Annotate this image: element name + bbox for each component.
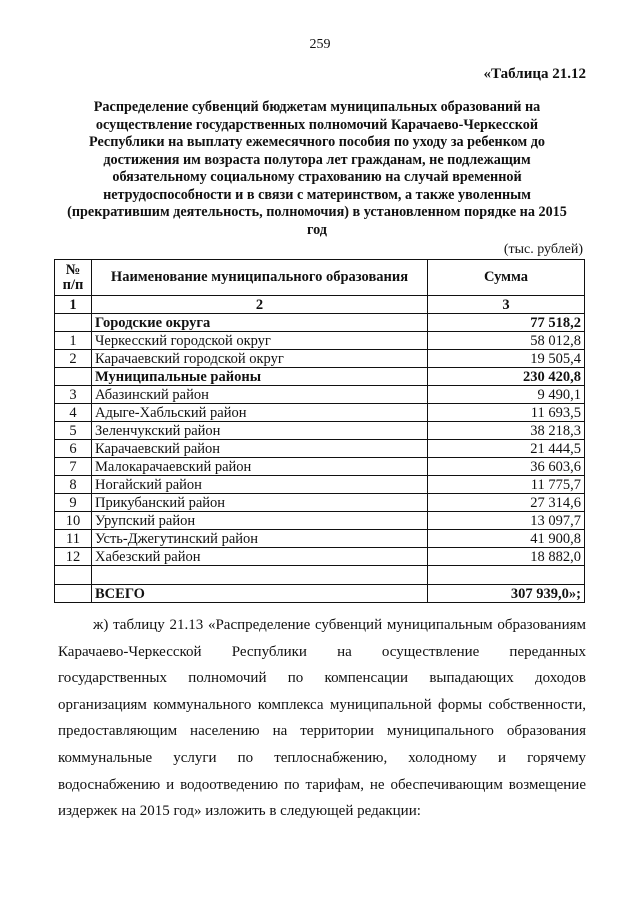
subventions-table [54, 259, 585, 603]
header-name: Наименование муниципального образования [92, 260, 428, 296]
row-amount: 41 900,8 [428, 530, 585, 548]
row-amount: 21 444,5 [428, 440, 585, 458]
table-row [55, 566, 585, 585]
row-name: Зеленчукский район [92, 422, 428, 440]
row-name: Адыге-Хабльский район [92, 404, 428, 422]
table-header-row [55, 260, 585, 296]
table-row [55, 530, 585, 548]
row-name: Муниципальные районы [92, 368, 428, 386]
row-amount: 230 420,8 [428, 368, 585, 386]
header-amount: Сумма [428, 260, 585, 296]
row-number: 6 [55, 440, 92, 458]
row-amount: 11 775,7 [428, 476, 585, 494]
table-row [55, 314, 585, 332]
row-name: Урупский район [92, 512, 428, 530]
table-reference: «Таблица 21.12 [483, 66, 586, 82]
table-row [55, 422, 585, 440]
table-row [55, 476, 585, 494]
row-number: 11 [55, 530, 92, 548]
row-name: Городские округа [92, 314, 428, 332]
row-name: Карачаевский городской округ [92, 350, 428, 368]
row-name [92, 566, 428, 585]
row-amount: 307 939,0»; [428, 585, 585, 603]
row-name: ВСЕГО [92, 585, 428, 603]
row-amount: 77 518,2 [428, 314, 585, 332]
row-name: Черкесский городской округ [92, 332, 428, 350]
table-row [55, 332, 585, 350]
row-number: 4 [55, 404, 92, 422]
column-index: 3 [428, 296, 585, 314]
row-name: Прикубанский район [92, 494, 428, 512]
row-amount: 19 505,4 [428, 350, 585, 368]
row-amount: 58 012,8 [428, 332, 585, 350]
row-number: 1 [55, 332, 92, 350]
row-name: Хабезский район [92, 548, 428, 566]
table-row [55, 494, 585, 512]
row-number [55, 368, 92, 386]
table-row [55, 368, 585, 386]
row-amount: 38 218,3 [428, 422, 585, 440]
row-number [55, 314, 92, 332]
row-amount: 11 693,5 [428, 404, 585, 422]
row-amount [428, 566, 585, 585]
row-amount: 36 603,6 [428, 458, 585, 476]
row-number [55, 585, 92, 603]
row-amount: 13 097,7 [428, 512, 585, 530]
row-number: 7 [55, 458, 92, 476]
row-number [55, 566, 92, 585]
table-row [55, 548, 585, 566]
table-row [55, 386, 585, 404]
row-number: 10 [55, 512, 92, 530]
column-index: 2 [92, 296, 428, 314]
table-row [55, 350, 585, 368]
row-name: Ногайский район [92, 476, 428, 494]
document-title: Распределение субвенций бюджетам муниципальных образований на осуществление государственных полномочий Карачаево-Черкесской Республики на выплату ежемесячного пособия по уходу за ребенком до достижения им возраста полутора лет гражданам, не подлежащим обязательному социальному страхованию на случай временной нетрудоспособности и в связи с материнством, а также уволенным (прекратившим деятельность, полномочия) в установленном порядке на 2015 год [67, 99, 567, 238]
row-name: Карачаевский район [92, 440, 428, 458]
row-amount: 9 490,1 [428, 386, 585, 404]
header-number: № п/п [55, 260, 92, 296]
row-name: Абазинский район [92, 386, 428, 404]
row-number: 3 [55, 386, 92, 404]
units-label: (тыс. рублей) [503, 242, 583, 257]
body-paragraph: ж) таблицу 21.13 «Распределение субвенций муниципальным образованиям Карачаево-Черкесской Республики на осуществление переданных государственных полномочий по компенсации выпадающих доходов организациям коммунального комплекса муниципальной формы собственности, предоставляющим населению на территории муниципального образования коммунальные услуги по теплоснабжению, холодному и горячему водоснабжению и водоотведению по тарифам, не обеспечивающим возмещение издержек на 2015 год» изложить в следующей редакции: [58, 617, 586, 820]
column-index: 1 [55, 296, 92, 314]
table-row [55, 440, 585, 458]
column-index-row [55, 296, 585, 314]
row-number: 9 [55, 494, 92, 512]
row-number: 8 [55, 476, 92, 494]
row-name: Усть-Джегутинский район [92, 530, 428, 548]
page-number: 259 [309, 37, 331, 52]
table-row [55, 458, 585, 476]
table-row [55, 585, 585, 603]
row-number: 5 [55, 422, 92, 440]
row-number: 2 [55, 350, 92, 368]
row-amount: 18 882,0 [428, 548, 585, 566]
row-number: 12 [55, 548, 92, 566]
table-row [55, 512, 585, 530]
row-name: Малокарачаевский район [92, 458, 428, 476]
row-amount: 27 314,6 [428, 494, 585, 512]
table-row [55, 404, 585, 422]
